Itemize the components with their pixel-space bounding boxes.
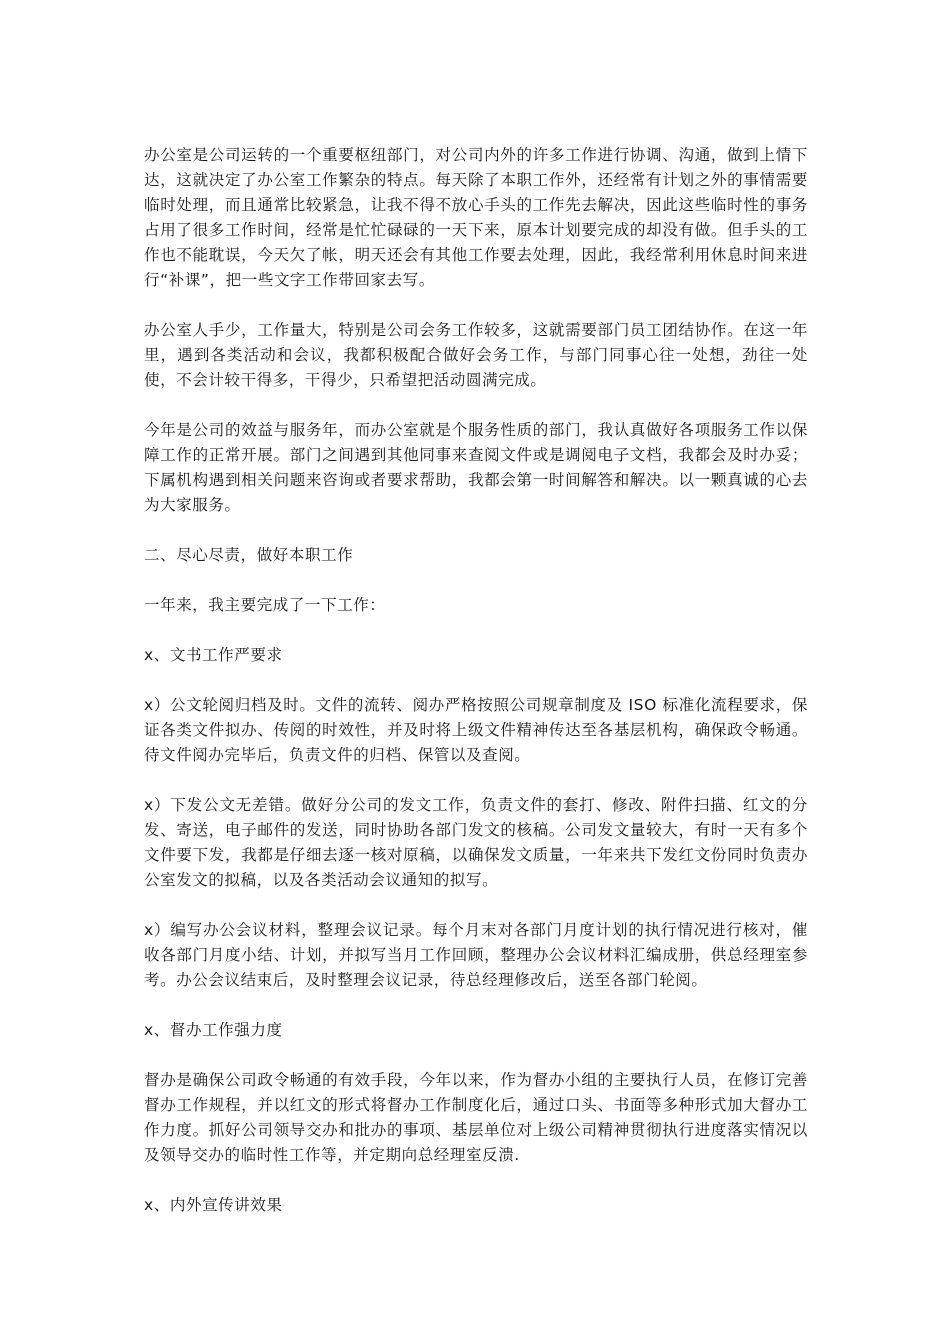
subheading-supervision: x、督办工作强力度 bbox=[144, 1021, 283, 1039]
section-heading-duties: 二、尽心尽责，做好本职工作 bbox=[144, 546, 354, 564]
paragraph-service: 今年是公司的效益与服务年，而办公室就是个服务性质的部门，我认真做好各项服务工作以保障工作的正常开展。部门之间遇到其他同事来查阅文件或是调阅电子文档，我都会及时办妥；下属机构遇到相关问题来咨询或者要求帮助，我都会第一时间解答和解决。以一颗真诚的心去为大家服务。 bbox=[144, 421, 808, 514]
document-body bbox=[144, 143, 808, 1243]
paragraph-supervision: 督办是确保公司政令畅通的有效手段，今年以来，作为督办小组的主要执行人员，在修订完善督办工作规程，并以红文的形式将督办工作制度化后，通过口头、书面等多种形式加大督办工作力度。抓好公司领导交办和批办的事项、基层单位对上级公司精神贯彻执行进度落实情况以及领导交办的临时性工作等，并定期向总经理室反溃. bbox=[144, 1071, 808, 1164]
subheading-publicity: x、内外宣传讲效果 bbox=[144, 1196, 283, 1214]
paragraph-office-role: 办公室是公司运转的一个重要枢纽部门，对公司内外的许多工作进行协调、沟通，做到上情下达，这就决定了办公室工作繁杂的特点。每天除了本职工作外，还经常有计划之外的事情需要临时处理，而且通常比较紧急，让我不得不放心手头的工作先去解决，因此这些临时性的事务占用了很多工作时间，经常是忙忙碌碌的一天下来，原本计划要完成的却没有做。但手头的工作也不能耽误，今天欠了帐，明天还会有其他工作要去处理，因此，我经常利用休息时间来进行“补课”，把一些文字工作带回家去写。 bbox=[144, 146, 808, 289]
paragraph-issuing: x）下发公文无差错。做好分公司的发文工作，负责文件的套打、修改、附件扫描、红文的分发、寄送，电子邮件的发送，同时协助各部门发文的核稿。公司发文量较大，有时一天有多个文件要下发，我都是仔细去逐一核对原稿，以确保发文质量，一年来共下发红文份同时负责办公室发文的拟稿，以及各类活动会议通知的拟写。 bbox=[144, 796, 808, 889]
paragraph-archiving: x）公文轮阅归档及时。文件的流转、阅办严格按照公司规章制度及 ISO 标准化流程要求，保证各类文件拟办、传阅的时效性，并及时将上级文件精神传达至各基层机构，确保政令畅通。待文件阅办完毕后，负责文件的归档、保管以及查阅。 bbox=[144, 696, 808, 764]
subheading-documents: x、文书工作严要求 bbox=[144, 646, 283, 664]
paragraph-summary-intro: 一年来，我主要完成了一下工作： bbox=[144, 596, 386, 614]
paragraph-teamwork: 办公室人手少，工作量大，特别是公司会务工作较多，这就需要部门员工团结协作。在这一年里，遇到各类活动和会议，我都积极配合做好会务工作，与部门同事心往一处想，劲往一处使，不会计较干得多，干得少，只希望把活动圆满完成。 bbox=[144, 321, 808, 389]
paragraph-meetings: x）编写办公会议材料，整理会议记录。每个月末对各部门月度计划的执行情况进行核对，催收各部门月度小结、计划，并拟写当月工作回顾，整理办公会议材料汇编成册，供总经理室参考。办公会议结束后，及时整理会议记录，待总经理修改后，送至各部门轮阅。 bbox=[144, 921, 808, 989]
